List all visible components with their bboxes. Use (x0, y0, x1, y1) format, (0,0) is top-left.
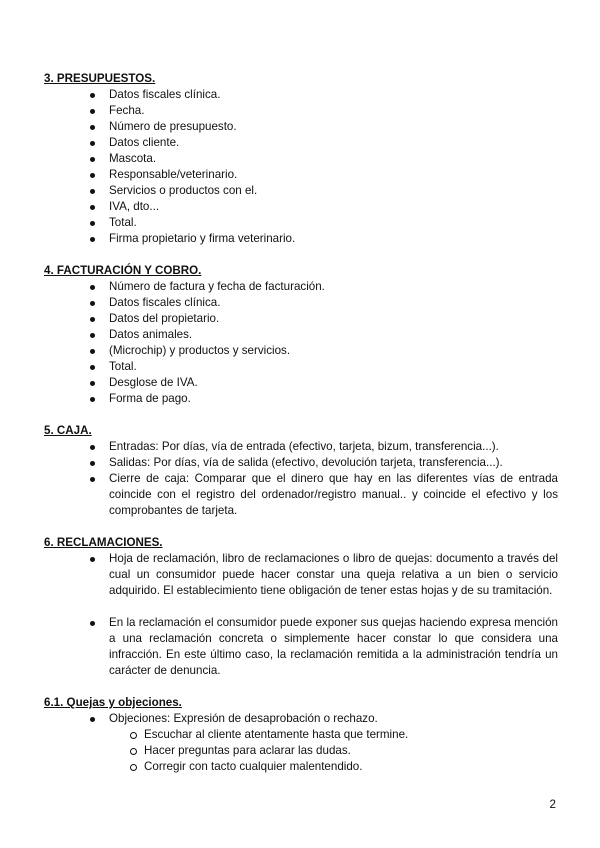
section-heading-presupuestos: 3. PRESUPUESTOS. (44, 72, 156, 85)
document-page: 3. PRESUPUESTOS. Datos fiscales clínica. Fecha. Número de presupuesto. Datos cliente. Mascota. Responsable/veterinario. Servicios o productos con el. IVA, dto... Total. Firma propietario y firma veterinario. 4. FACTURACIÓN Y COBRO. Número de factura y fecha de facturación. Datos fiscales clínica. Datos del propietario. Datos animales. (Microchip) y productos y servicios. Total. Desglose de IVA. Forma de pago. 5. CAJA. Entradas: Por días, vía de entrada (efectivo, tarjeta, bizum, transferencia...). Salidas: Por días, vía de salida (efectivo, devolución tarjeta, transferencia...). Cierre de caja: Comparar que el dinero que hay en las diferentes vías de entrada coincide con el registro del ordenador/registro manual.. y coincide el efectivo y los comprobantes de tarjeta. 6. RECLAMACIONES. Hoja de reclamación, libro de reclamaciones o libro de quejas: documento a través del cual un consumidor puede hacer constar una queja relativa a un bien o servicio adquirido. El establecimiento tiene obligación de tener estas hojas y de su tramitación. En la reclamación el consumidor puede exponer sus quejas haciendo expresa mención a una reclamación concreta o simplemente hacer constar lo que considera una infracción. En este último caso, la reclamación remitida a la administración tendría un carácter de denuncia. 6.1. Quejas y objeciones. Objeciones: Expresión de desaprobación o rechazo. Escuchar al cliente atentamente hasta que termine. Hacer preguntas para aclarar las dudas. Corregir con tacto cualquier malentendido. 2 (44, 72, 558, 811)
page-number: 2 (549, 798, 556, 811)
section-heading-caja: 5. CAJA. (44, 424, 92, 437)
list-item: Cierre de caja: Comparar que el dinero que hay en las diferentes vías de entrada coincide con el registro del ordenador/registro manual.. y coincide el efectivo y los comprobantes de tarjeta. (109, 472, 558, 517)
section-heading-facturacion: 4. FACTURACIÓN Y COBRO. (44, 264, 202, 277)
section-heading-quejas: 6.1. Quejas y objeciones. (44, 696, 182, 709)
list-item: En la reclamación el consumidor puede exponer sus quejas haciendo expresa mención a una reclamación concreta o simplemente hacer constar lo que considera una infracción. En este último caso, la reclamación remitida a la administración tendría un carácter de denuncia. (109, 616, 558, 677)
section-heading-reclamaciones: 6. RECLAMACIONES. (44, 536, 163, 549)
list-item: Hoja de reclamación, libro de reclamaciones o libro de quejas: documento a través del cual un consumidor puede hacer constar una queja relativa a un bien o servicio adquirido. El establecimiento tiene obligación de tener estas hojas y de su tramitación. (109, 552, 558, 597)
